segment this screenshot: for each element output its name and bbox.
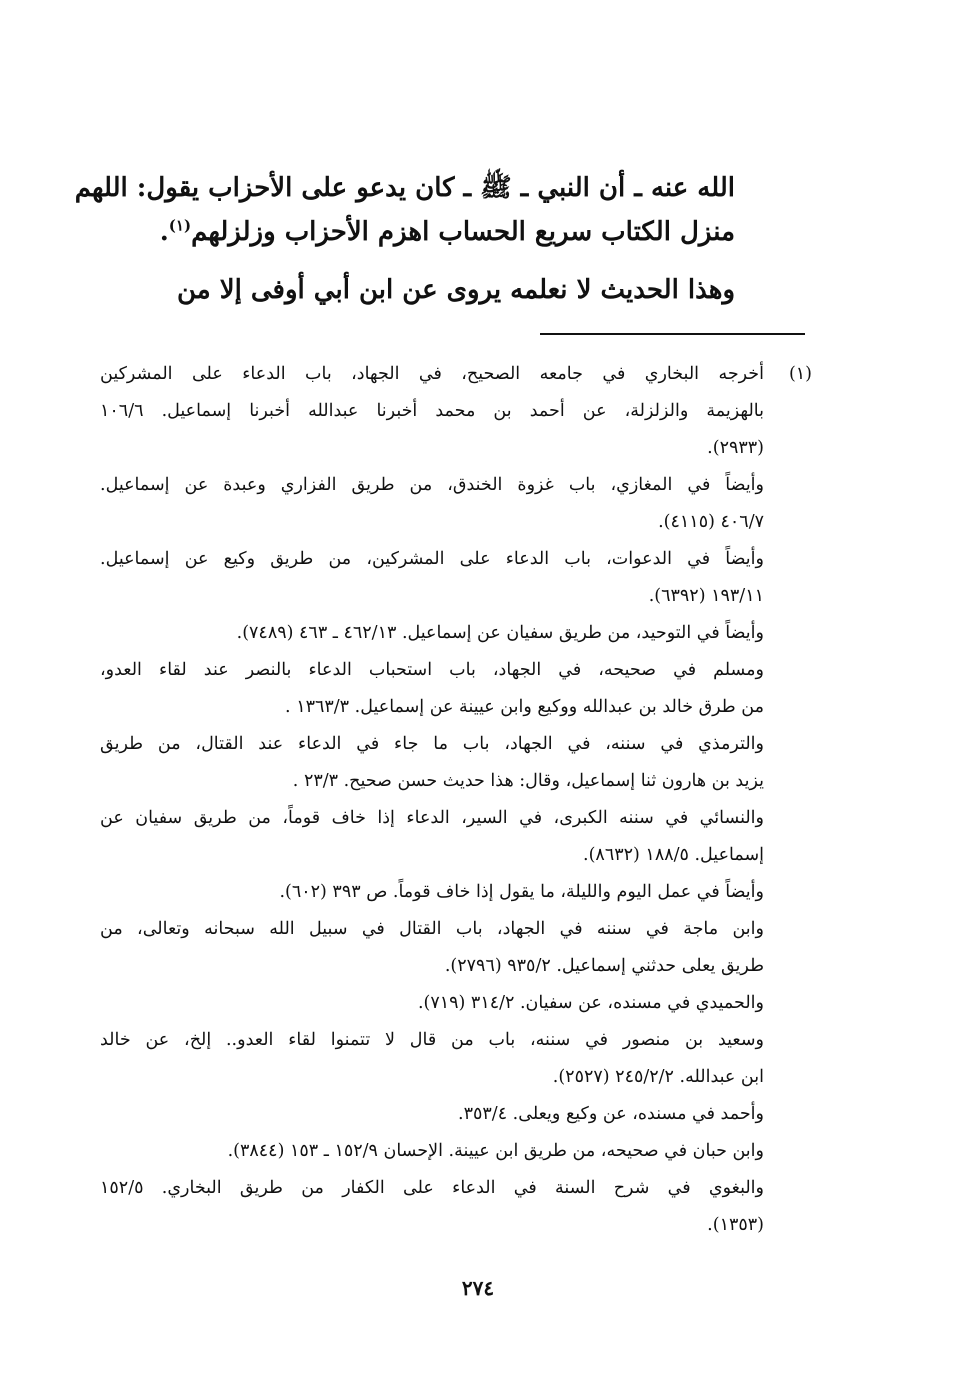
main-text-block: [74, 166, 735, 254]
footnote-reference[interactable]: (١): [168, 216, 192, 235]
main-text-line: [150, 210, 735, 254]
footnote-line: والترمذي في سننه، في الجهاد، باب ما جاء في الدعاء عند القتال، من طريق: [100, 734, 764, 754]
footnote-line: والنسائي في سننه الكبرى، في السير، الدعاء إذا خاف قوماً، من طريق سفيان عن: [100, 808, 764, 828]
footnote-line: وأحمد في مسنده، عن وكيع ويعلى. ٣٥٣/٤.: [458, 1104, 764, 1124]
footnote-line: (٢٩٣٣).: [707, 438, 764, 458]
footnote-line: وأيضاً في التوحيد، من طريق سفيان عن إسماعيل. ٤٦٢/١٣ ـ ٤٦٣ (٧٤٨٩).: [236, 623, 764, 643]
footnote-line: والحميدي في مسنده، عن سفيان. ٣١٤/٢ (٧١٩).: [417, 993, 764, 1013]
page-number: ٢٧٤: [461, 1276, 495, 1300]
footnote-line: بالهزيمة والزلزلة، عن أحمد بن محمد أخبرنا عبدالله أخبرنا إسماعيل. ١٠٦/٦: [100, 401, 764, 421]
footnote-line: ٤٠٦/٧ (٤١١٥).: [658, 512, 764, 532]
main-text-paragraph: [150, 268, 735, 312]
footnote-line: وأيضاً في عمل اليوم والليلة، ما يقول إذا خاف قوماً. ص ٣٩٣ (٦٠٢).: [279, 882, 764, 902]
footnote-line: ١٩٣/١١ (٦٣٩٢).: [648, 586, 764, 606]
footnote-marker: (١): [788, 364, 812, 384]
footnote-line: (١٣٥٣).: [707, 1215, 764, 1235]
main-text-punctuation: .: [159, 217, 169, 247]
main-text-line-content: منزل الكتاب سريع الحساب اهزم الأحزاب وزلزلهم: [191, 217, 735, 247]
footnotes-section: [100, 356, 812, 1244]
footnote-line: وابن ماجة في سننه في الجهاد، باب القتال في سبيل الله سبحانه وتعالى، من: [100, 919, 764, 939]
footnote-line: وأيضاً في المغازي، باب غزوة الخندق، من طريق الفزاري وعبدة عن إسماعيل.: [100, 475, 764, 495]
main-text-line: وهذا الحديث لا نعلمه يروى عن ابن أبي أوفى إلا من: [176, 275, 735, 305]
footnote-line: أخرجه البخاري في جامعه الصحيح، في الجهاد، باب الدعاء على المشركين: [100, 364, 764, 384]
footnote-line: ومسلم في صحيحه، في الجهاد، باب استحباب الدعاء بالنصر عند لقاء العدو،: [100, 660, 764, 680]
footnote-line: يزيد بن هارون ثنا إسماعيل، وقال: هذا حديث حسن صحيح. ٢٣/٣ .: [292, 771, 764, 791]
footnote-line: وأيضاً في الدعوات، باب الدعاء على المشركين، من طريق وكيع عن إسماعيل.: [100, 549, 764, 569]
footnote-line: والبغوي في شرح السنة في الدعاء على الكفار من طريق البخاري. ١٥٢/٥: [100, 1178, 764, 1198]
footnote-line: طريق يعلى حدثني إسماعيل. ٩٣٥/٢ (٢٧٩٦).: [444, 956, 764, 976]
footnote-line: ابن عبدالله. ٢٤٥/٢/٢ (٢٥٢٧).: [552, 1067, 764, 1087]
footnote-line: وابن حبان في صحيحه، من طريق ابن عيينة. الإحسان ١٥٢/٩ ـ ١٥٣ (٣٨٤٤).: [227, 1141, 764, 1161]
footnote-separator: [540, 333, 805, 335]
footnote-line: من طرق خالد بن عبدالله ووكيع وابن عيينة عن إسماعيل. ١٣٦٣/٣ .: [285, 697, 764, 717]
main-text-line: الله عنه ـ أن النبي ـ ﷺ ـ كان يدعو على الأحزاب يقول: اللهم: [74, 173, 735, 203]
footnote-line: إسماعيل. ١٨٨/٥ (٨٦٣٢).: [583, 845, 764, 865]
footnote-entry: [100, 356, 812, 1244]
footnote-line: وسعيد بن منصور في سننه، باب من قال لا تتمنوا لقاء العدو.. إلخ، عن خالد: [100, 1030, 764, 1050]
